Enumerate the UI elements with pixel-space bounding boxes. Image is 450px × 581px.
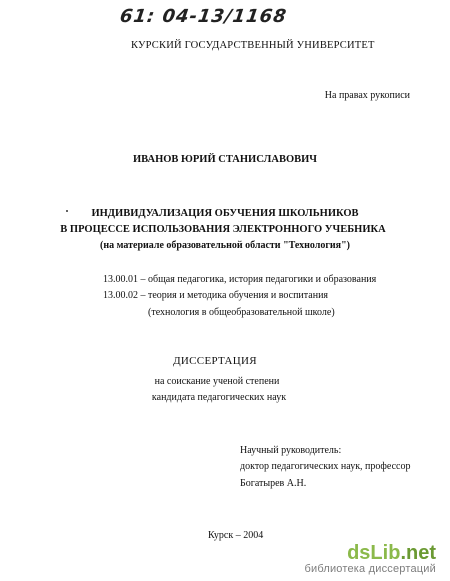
university-name: КУРСКИЙ ГОСУДАРСТВЕННЫЙ УНИВЕРСИТЕТ (131, 40, 375, 51)
specialty-line-3: (технология в общеобразовательной школе) (148, 307, 335, 318)
specialty-line-1: 13.00.01 – общая педагогика, история педагогики и образования (103, 274, 377, 285)
author-name: ИВАНОВ ЮРИЙ СТАНИСЛАВОВИЧ (132, 154, 317, 165)
supervisor-label: Научный руководитель: (240, 445, 342, 456)
thesis-title-line-1: ИНДИВИДУАЛИЗАЦИЯ ОБУЧЕНИЯ ШКОЛЬНИКОВ (91, 208, 359, 219)
manuscript-rights: На правах рукописи (324, 90, 410, 101)
shelf-number: 61: 04-13/1168 (118, 6, 289, 27)
thesis-title-line-2: В ПРОЦЕССЕ ИСПОЛЬЗОВАНИЯ ЭЛЕКТРОННОГО УЧЕБНИКА (60, 224, 386, 235)
dslib-logo-ext: .net (400, 542, 436, 564)
degree-line-1: на соискание ученой степени (154, 376, 280, 387)
dslib-logo (304, 543, 436, 563)
thesis-subtitle: (на материале образовательной области "Технология") (100, 240, 350, 251)
dslib-logo-main: dsLib (347, 542, 401, 564)
city-year: Курск – 2004 (208, 530, 264, 541)
degree-line-2: кандидата педагогических наук (151, 392, 287, 403)
supervisor-title: доктор педагогических наук, профессор (240, 461, 411, 472)
supervisor-name: Богатырев А.Н. (240, 478, 307, 489)
dslib-subtitle: библиотека диссертаций (304, 563, 436, 575)
document-type: ДИССЕРТАЦИЯ (173, 355, 257, 367)
specialty-line-2: 13.00.02 – теория и методика обучения и воспитания (103, 290, 329, 301)
dslib-watermark[interactable] (304, 543, 436, 575)
